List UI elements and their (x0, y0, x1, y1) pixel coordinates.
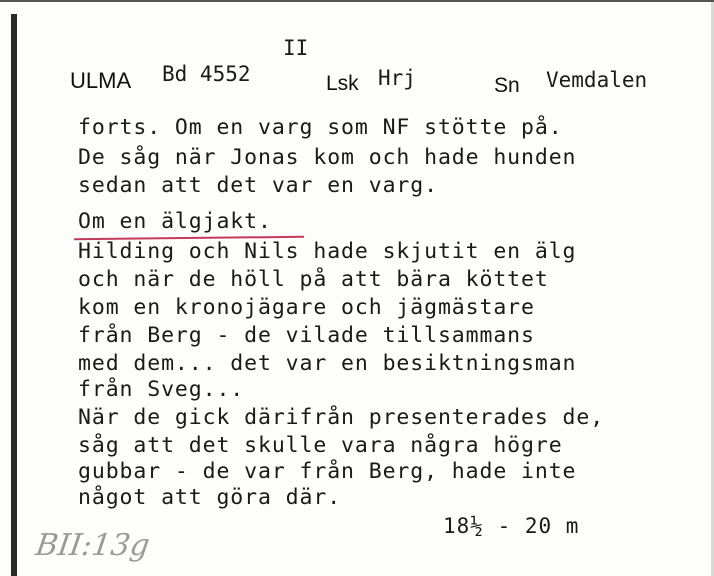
handwritten-archive-mark: BII:13g (33, 528, 152, 563)
body-line: kom en kronojägare och jägmästare (78, 295, 535, 320)
archive-label: ULMA (70, 68, 132, 93)
district-label: Lsk (326, 72, 359, 95)
body-line: och när de höll på att bära köttet (78, 267, 549, 292)
body-line: något att göra där. (78, 485, 342, 510)
card-left-edge (11, 14, 17, 576)
body-line: från Sveg... (78, 377, 245, 402)
body-line: gubbar - de var från Berg, hade inte (78, 459, 577, 484)
body-line: med dem... det var en besiktningsman (78, 351, 577, 376)
body-line: När de gick därifrån presenterades de, (78, 405, 605, 430)
body-line: såg att det skulle vara några högre (78, 433, 563, 458)
section-heading: Om en älgjakt. (78, 209, 272, 234)
district-value: Hrj (378, 66, 416, 90)
card-numeral: II (283, 36, 309, 60)
body-line: Hilding och Nils hade skjutit en älg (78, 239, 577, 264)
parish-label: Sn (494, 74, 520, 97)
body-line: från Berg - de vilade tillsammans (78, 323, 535, 348)
record-id: Bd 4552 (162, 62, 251, 86)
body-line: De såg när Jonas kom och hade hunden (78, 145, 577, 170)
parish-value: Vemdalen (546, 68, 648, 92)
time-range: 18½ - 20 m (443, 514, 580, 538)
body-line: forts. Om en varg som NF stötte på. (78, 115, 563, 140)
body-line: sedan att det var en varg. (78, 173, 438, 198)
